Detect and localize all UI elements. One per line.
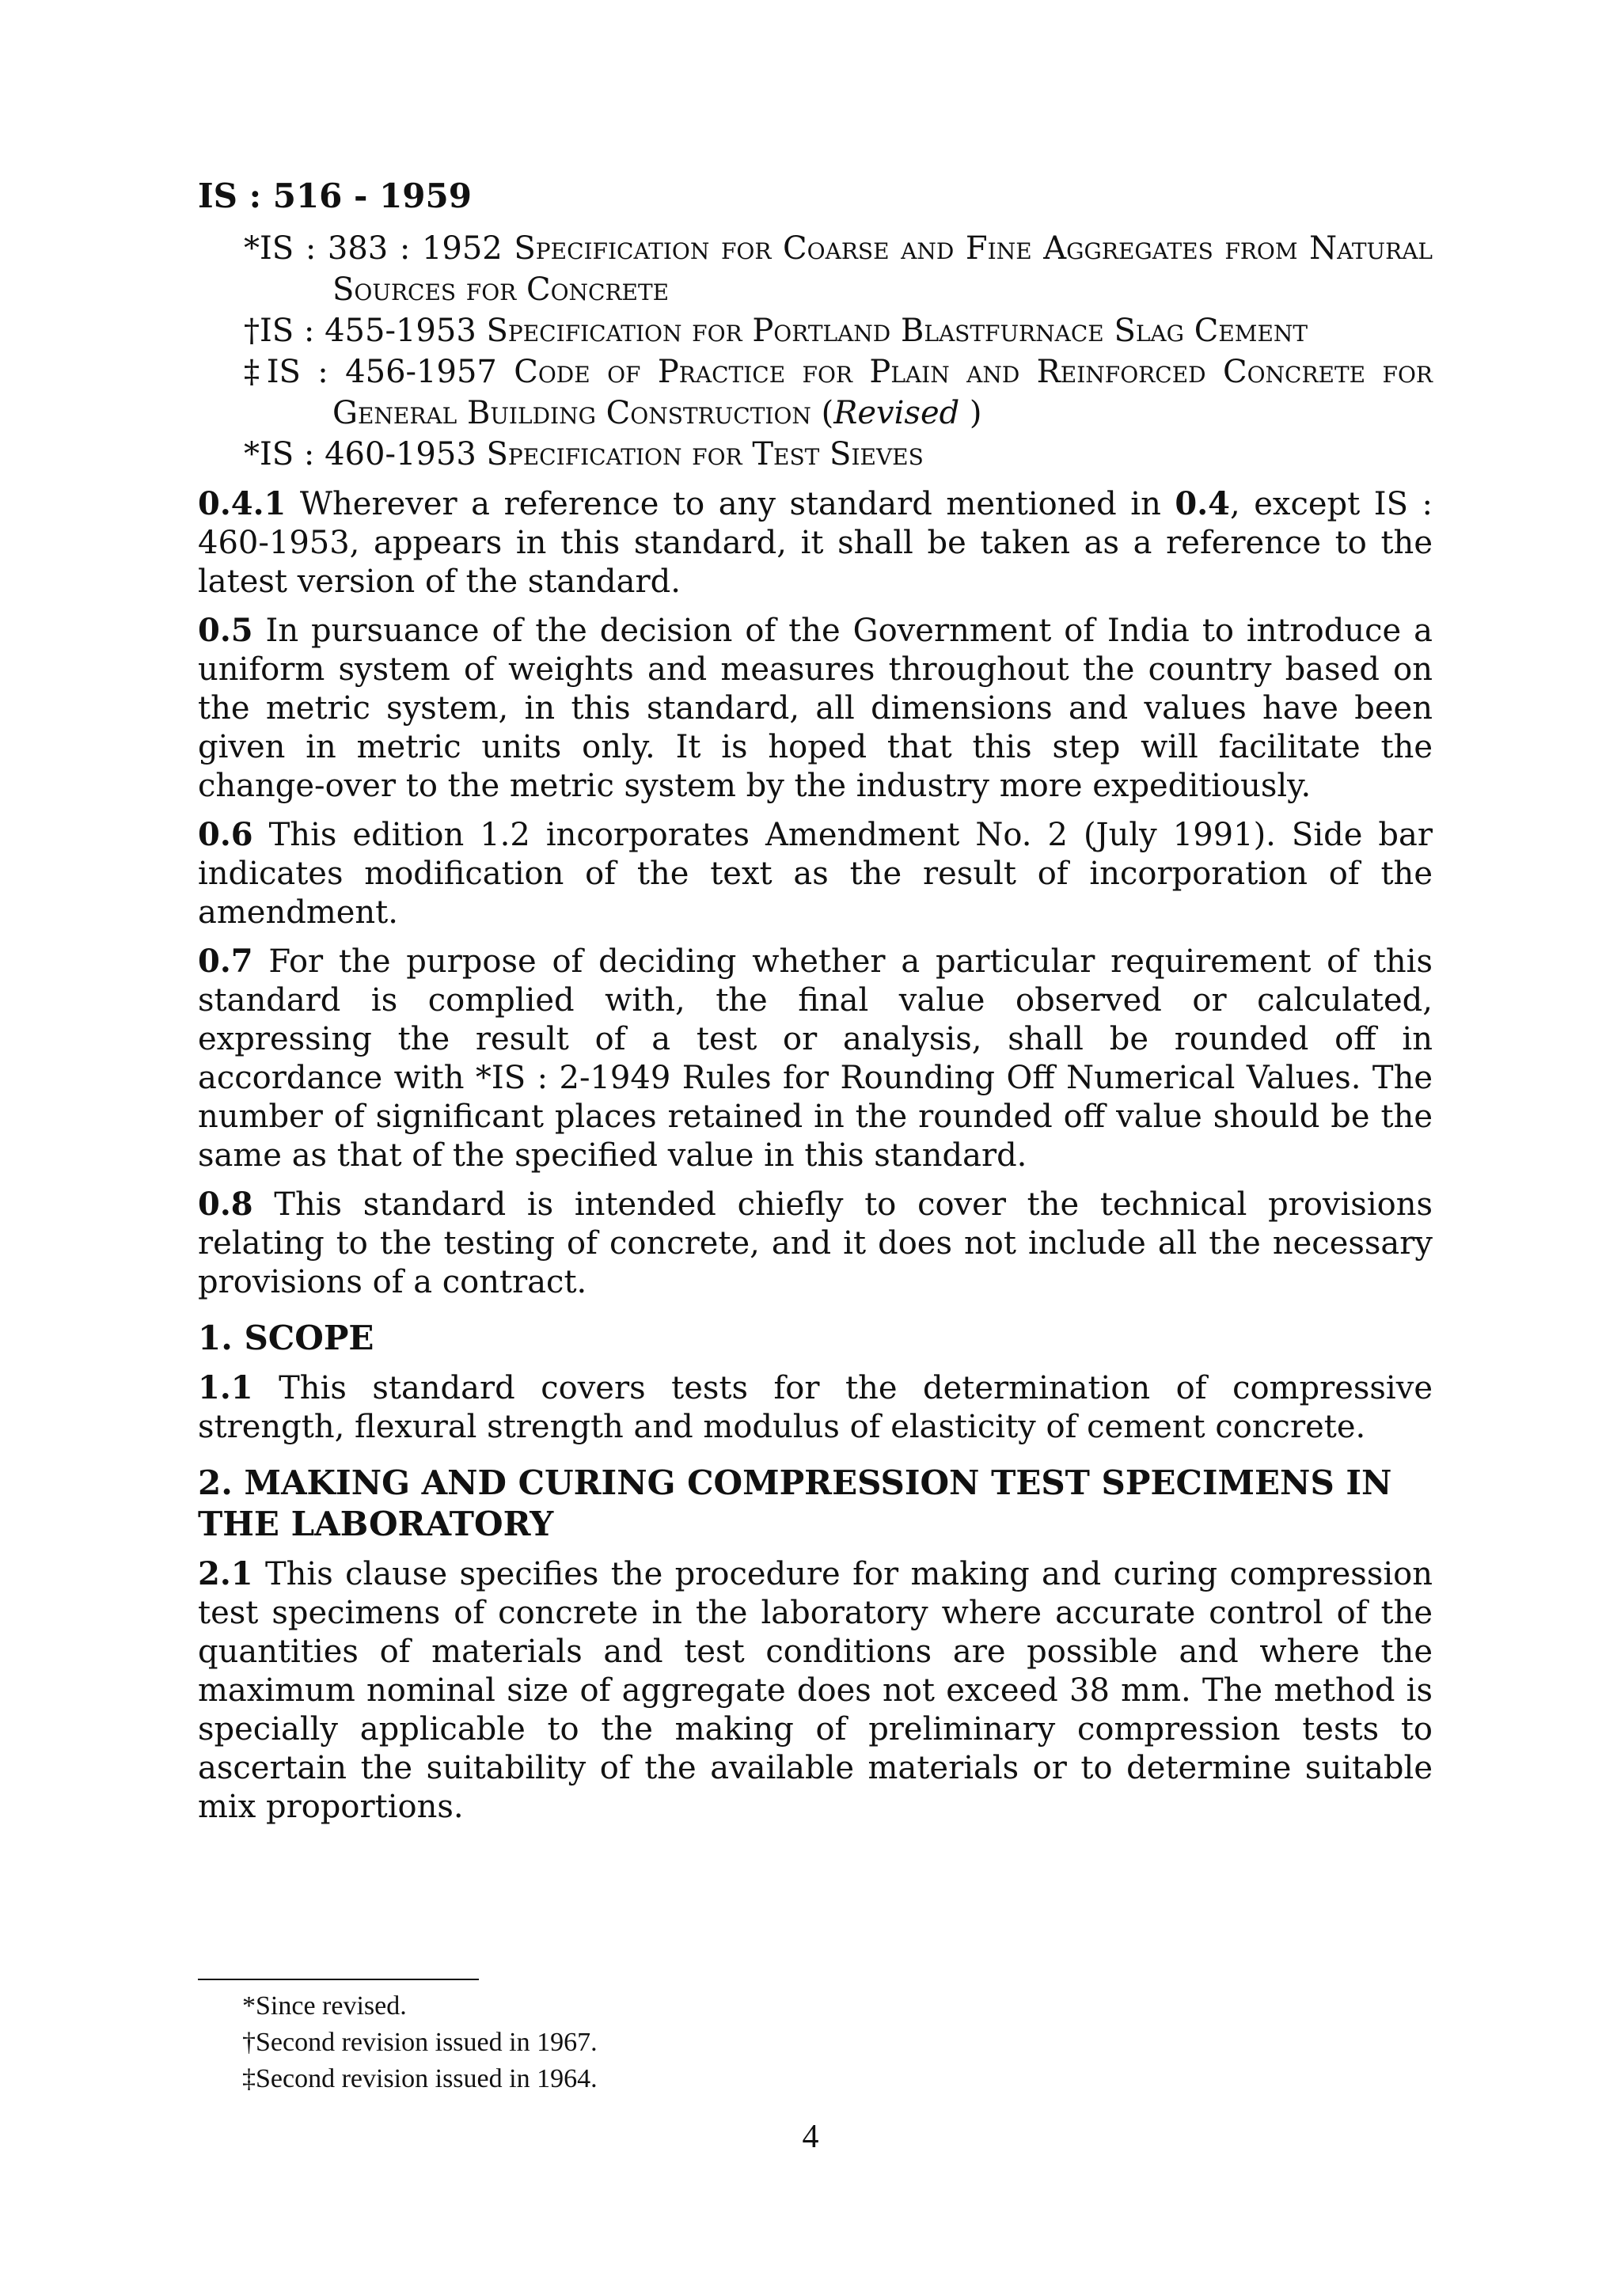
clause-text: This edition 1.2 incorporates Amendment No. 2 (July 1991). Side bar indicates modification of the text as the result of incorporation of the amendment. <box>198 817 1433 931</box>
reference-is-460 <box>198 434 1433 475</box>
clause-text: For the purpose of deciding whether a particular requirement of this standard is complied with, the final value observed or calculated, expressing the result of a test or analysis, shall be rounded off in accordance with *IS : 2-1949 Rules for Rounding Off Numerical Values. The number of significant places retained in the rounded off value should be the same as that of the specified value in this standard. <box>198 943 1433 1174</box>
clause-number: 0.6 <box>198 816 253 853</box>
reference-title: Specification for Portland Blastfurnace Slag Cement <box>486 313 1308 349</box>
reference-mark: *IS : 383 : 1952 <box>244 230 503 267</box>
clause-text: In pursuance of the decision of the Government of India to introduce a uniform system of weights and measures throughout the country based on the metric system, in this standard, all dimensions and values have been given in metric units only. It is hoped that this step will facilitate the change-over to the metric system by the industry more expeditiously. <box>198 613 1433 804</box>
document-page <box>198 174 1433 1827</box>
clause-2-1 <box>198 1554 1433 1827</box>
clause-number: 0.7 <box>198 943 253 980</box>
reference-suffix-open: ( <box>810 395 834 431</box>
clause-text: This clause specifies the procedure for making and curing compression test specimens of concrete in the laboratory where accurate control of the quantities of materials and test conditions are possible and where the maximum nominal size of aggregate does not exceed 38 mm. The method is specially applicable to the making of preliminary compression tests to ascertain the suitability of the available materials or to determine suitable mix proportions. <box>198 1556 1433 1825</box>
clause-0-8 <box>198 1185 1433 1302</box>
clause-text: This standard is intended chiefly to cover the technical provisions relating to the testing of concrete, and it does not include all the necessary provisions of a contract. <box>198 1186 1433 1300</box>
reference-is-455 <box>198 310 1433 351</box>
reference-suffix-close: ) <box>959 395 982 431</box>
standard-code-header: IS : 516 - 1959 <box>198 176 472 215</box>
footnote-divider <box>198 1979 479 1980</box>
clause-0-6 <box>198 815 1433 932</box>
clause-text: This standard covers tests for the determination of compressive strength, flexural strength and modulus of elasticity of cement concrete. <box>198 1370 1433 1445</box>
clause-text: , except IS : 460-1953, appears in this standard, it shall be taken as a reference to the latest version of the standard. <box>198 486 1433 600</box>
clause-number: 0.8 <box>198 1186 253 1223</box>
reference-mark: †IS : 455-1953 <box>244 313 476 349</box>
reference-is-383 <box>198 228 1433 310</box>
reference-is-456 <box>198 351 1433 434</box>
clause-number: 2.1 <box>198 1555 253 1592</box>
section-heading-scope: 1. SCOPE <box>198 1319 374 1357</box>
section-heading-making-curing: 2. MAKING AND CURING COMPRESSION TEST SPECIMENS IN THE LABORATORY <box>198 1463 1392 1543</box>
clause-0-5 <box>198 611 1433 806</box>
reference-mark: *IS : 460-1953 <box>244 436 476 472</box>
clause-0-4-1 <box>198 484 1433 602</box>
clause-reference: 0.4 <box>1175 485 1230 522</box>
reference-title: Code of Practice for Plain and Reinforced Concrete for General Building Construction <box>332 354 1433 431</box>
reference-title: Specification for Coarse and Fine Aggregates from Natural Sources for Concrete <box>332 230 1433 308</box>
clause-number: 0.4.1 <box>198 485 287 522</box>
footnote-second-revision-1967: †Second revision issued in 1967. <box>242 2028 598 2057</box>
clause-number: 1.1 <box>198 1369 253 1406</box>
footnote-second-revision-1964: ‡Second revision issued in 1964. <box>242 2064 598 2093</box>
reference-title: Specification for Test Sieves <box>486 436 924 472</box>
clause-1-1 <box>198 1368 1433 1447</box>
clause-text: Wherever a reference to any standard mentioned in <box>286 486 1175 522</box>
page-number: 4 <box>802 2119 819 2155</box>
footnote-since-revised: *Since revised. <box>242 1991 407 2021</box>
reference-mark: ‡IS : 456-1957 <box>244 354 497 390</box>
clause-number: 0.5 <box>198 612 253 649</box>
reference-suffix-revised: Revised <box>833 395 960 431</box>
clause-0-7 <box>198 942 1433 1175</box>
